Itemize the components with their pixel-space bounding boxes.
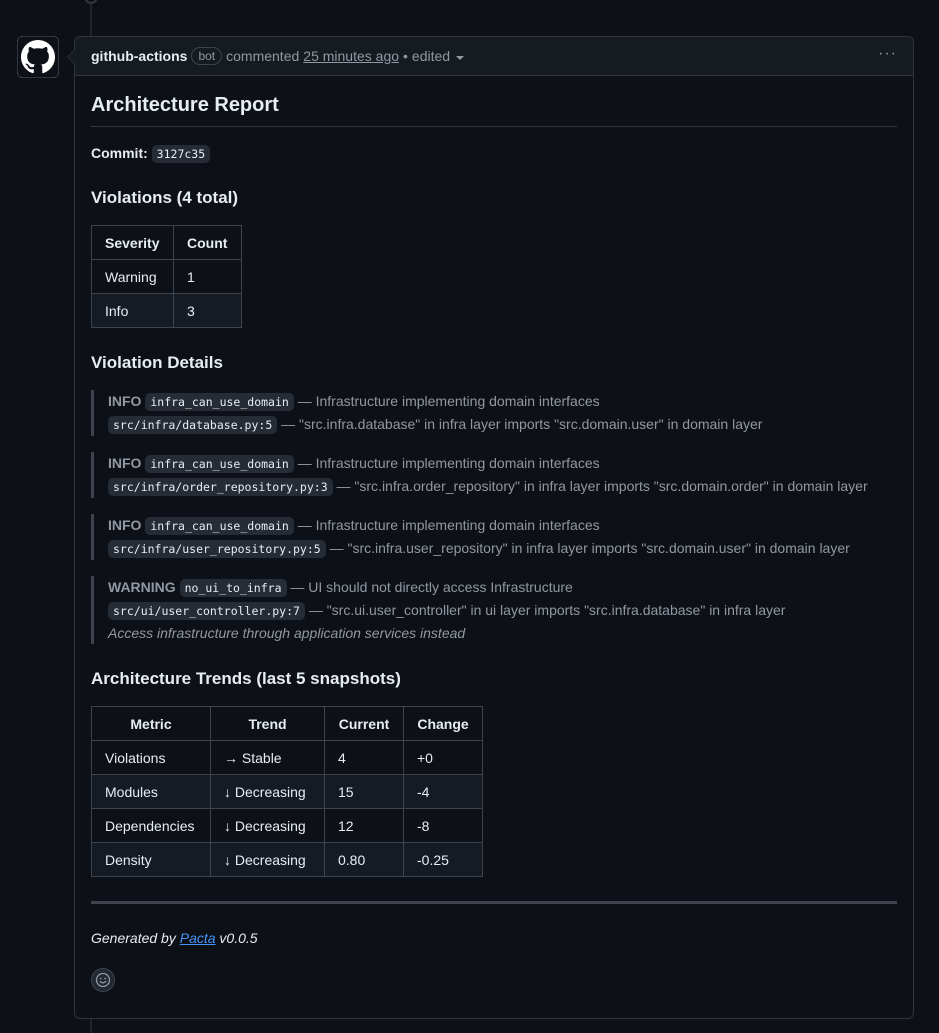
- violation-level: INFO: [108, 393, 142, 409]
- table-cell: ↓ Decreasing: [211, 775, 325, 809]
- generated-by-line: [91, 930, 897, 946]
- table-header: Metric: [92, 707, 211, 741]
- bot-badge: bot: [191, 47, 222, 65]
- violation-item: [91, 390, 897, 436]
- commit-label: Commit:: [91, 145, 148, 161]
- add-reaction-button[interactable]: [91, 968, 115, 992]
- table-cell: ↓ Decreasing: [211, 843, 325, 877]
- smiley-icon: [95, 972, 111, 988]
- table-cell: -8: [404, 809, 483, 843]
- separator-dot: •: [403, 48, 408, 64]
- table-cell: 1: [174, 260, 242, 294]
- violation-item: [91, 514, 897, 560]
- table-cell: Violations: [92, 741, 211, 775]
- table-cell: +0: [404, 741, 483, 775]
- table-cell: ↓ Decreasing: [211, 809, 325, 843]
- edited-label: edited: [411, 48, 451, 64]
- table-cell: Warning: [92, 260, 174, 294]
- violation-details: [91, 390, 897, 644]
- violation-location: src/infra/database.py:5: [108, 416, 277, 434]
- comment-body: [75, 76, 913, 992]
- table-row: [92, 843, 483, 877]
- comment-action: commented: [226, 48, 300, 64]
- table-cell: 12: [325, 809, 404, 843]
- table-header: Change: [404, 707, 483, 741]
- pacta-link[interactable]: Pacta: [179, 930, 216, 946]
- chevron-down-icon: [456, 56, 464, 60]
- violation-level: INFO: [108, 455, 142, 471]
- violation-rule: infra_can_use_domain: [145, 393, 293, 411]
- comment-header: [75, 37, 913, 76]
- table-row: [92, 741, 483, 775]
- table-cell: -0.25: [404, 843, 483, 877]
- report-title: Architecture Report: [91, 92, 897, 127]
- violation-item: [91, 576, 897, 644]
- comment-box: [74, 36, 914, 1019]
- table-cell: Dependencies: [92, 809, 211, 843]
- more-options-button[interactable]: ···: [878, 45, 897, 62]
- violation-description: — Infrastructure implementing domain interfaces: [293, 517, 600, 533]
- violation-item: [91, 452, 897, 498]
- table-row: [92, 809, 483, 843]
- violation-location: src/ui/user_controller.py:7: [108, 602, 305, 620]
- edited-dropdown[interactable]: [412, 48, 464, 64]
- violation-rule: no_ui_to_infra: [180, 579, 287, 597]
- footer-prefix: Generated by: [91, 930, 180, 946]
- trends-table: [91, 706, 483, 877]
- violation-level: INFO: [108, 517, 142, 533]
- github-mark-icon: [21, 40, 55, 74]
- table-row: [92, 775, 483, 809]
- author-link[interactable]: github-actions: [91, 48, 188, 64]
- table-header: Trend: [211, 707, 325, 741]
- footer-suffix: v0.0.5: [215, 930, 258, 946]
- violations-heading: Violations (4 total): [91, 188, 239, 207]
- table-header: Current: [325, 707, 404, 741]
- divider: [91, 901, 897, 904]
- violation-description: — Infrastructure implementing domain interfaces: [293, 455, 600, 471]
- violation-description: — UI should not directly access Infrastructure: [286, 579, 573, 595]
- table-cell: → Stable: [211, 741, 325, 775]
- violation-rule: infra_can_use_domain: [145, 517, 293, 535]
- timeline-cap: [84, 0, 98, 4]
- violation-rule: infra_can_use_domain: [145, 455, 293, 473]
- violation-location: src/infra/user_repository.py:5: [108, 540, 326, 558]
- table-row: [92, 294, 242, 328]
- table-cell: Modules: [92, 775, 211, 809]
- table-cell: 4: [325, 741, 404, 775]
- commit-hash: 3127c35: [152, 145, 210, 163]
- violation-level: WARNING: [108, 579, 176, 595]
- table-header: Severity: [92, 226, 174, 260]
- violation-message: — "src.infra.user_repository" in infra layer imports "src.domain.user" in domain layer: [325, 540, 850, 556]
- trends-heading: Architecture Trends (last 5 snapshots): [91, 669, 401, 688]
- table-cell: 0.80: [325, 843, 404, 877]
- timestamp-link[interactable]: 25 minutes ago: [303, 48, 400, 64]
- violation-location: src/infra/order_repository.py:3: [108, 478, 333, 496]
- table-cell: 3: [174, 294, 242, 328]
- table-header: Count: [174, 226, 242, 260]
- table-cell: Info: [92, 294, 174, 328]
- table-cell: 15: [325, 775, 404, 809]
- avatar[interactable]: [17, 36, 59, 78]
- table-cell: Density: [92, 843, 211, 877]
- violation-message: — "src.infra.order_repository" in infra layer imports "src.domain.order" in domain layer: [332, 478, 868, 494]
- table-cell: -4: [404, 775, 483, 809]
- severity-table: [91, 225, 242, 328]
- commit-line: [91, 145, 897, 161]
- violation-description: — Infrastructure implementing domain interfaces: [293, 393, 600, 409]
- table-row: [92, 260, 242, 294]
- violation-details-heading: Violation Details: [91, 353, 223, 372]
- violation-message: — "src.ui.user_controller" in ui layer imports "src.infra.database" in infra layer: [304, 602, 786, 618]
- violation-message: — "src.infra.database" in infra layer imports "src.domain.user" in domain layer: [277, 416, 763, 432]
- violation-hint: Access infrastructure through application services instead: [108, 625, 466, 641]
